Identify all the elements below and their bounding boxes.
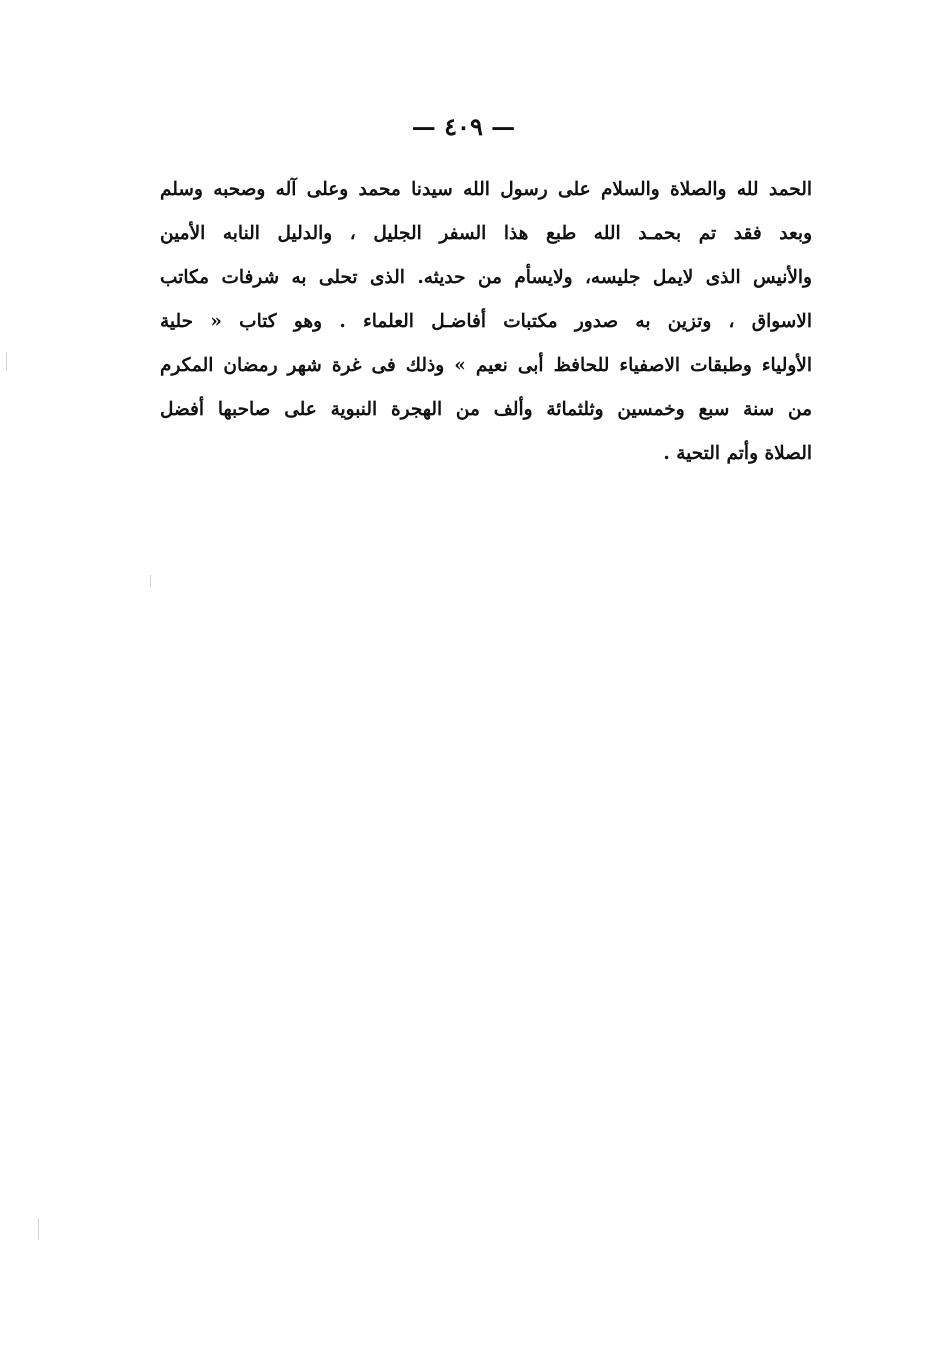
text-line: الأولياء وطبقات الاصفياء للحافظ أبى نعيم » وذلك فى غرة شهر رمضان المكرم	[160, 355, 812, 376]
scan-speck	[6, 352, 7, 370]
text-line: من سنة سبع وخمسين وثلثمائة وألف من الهجرة النبوية على صاحبها أفضل	[160, 399, 812, 420]
scan-speck	[38, 1218, 39, 1240]
text-line: وبعد فقد تم بحمـد الله طبع هذا السفر الجليل ، والدليل النابه الأمين	[160, 223, 812, 244]
text-line: الصلاة وأتم التحية .	[663, 443, 812, 464]
text-line: الاسواق ، وتزين به صدور مكتبات أفاضـل العلماء . وهو كتاب « حلية	[160, 311, 812, 332]
colophon-text	[160, 168, 812, 476]
page-number: — ٤٠٩ —	[411, 112, 516, 141]
text-line: الحمد لله والصلاة والسلام على رسول الله سيدنا محمد وعلى آله وصحبه وسلم	[160, 179, 812, 200]
text-line: والأنيس الذى لايمل جليسه، ولايسأم من حديثه. الذى تحلى به شرفات مكاتب	[160, 267, 812, 288]
scan-speck	[150, 575, 151, 587]
